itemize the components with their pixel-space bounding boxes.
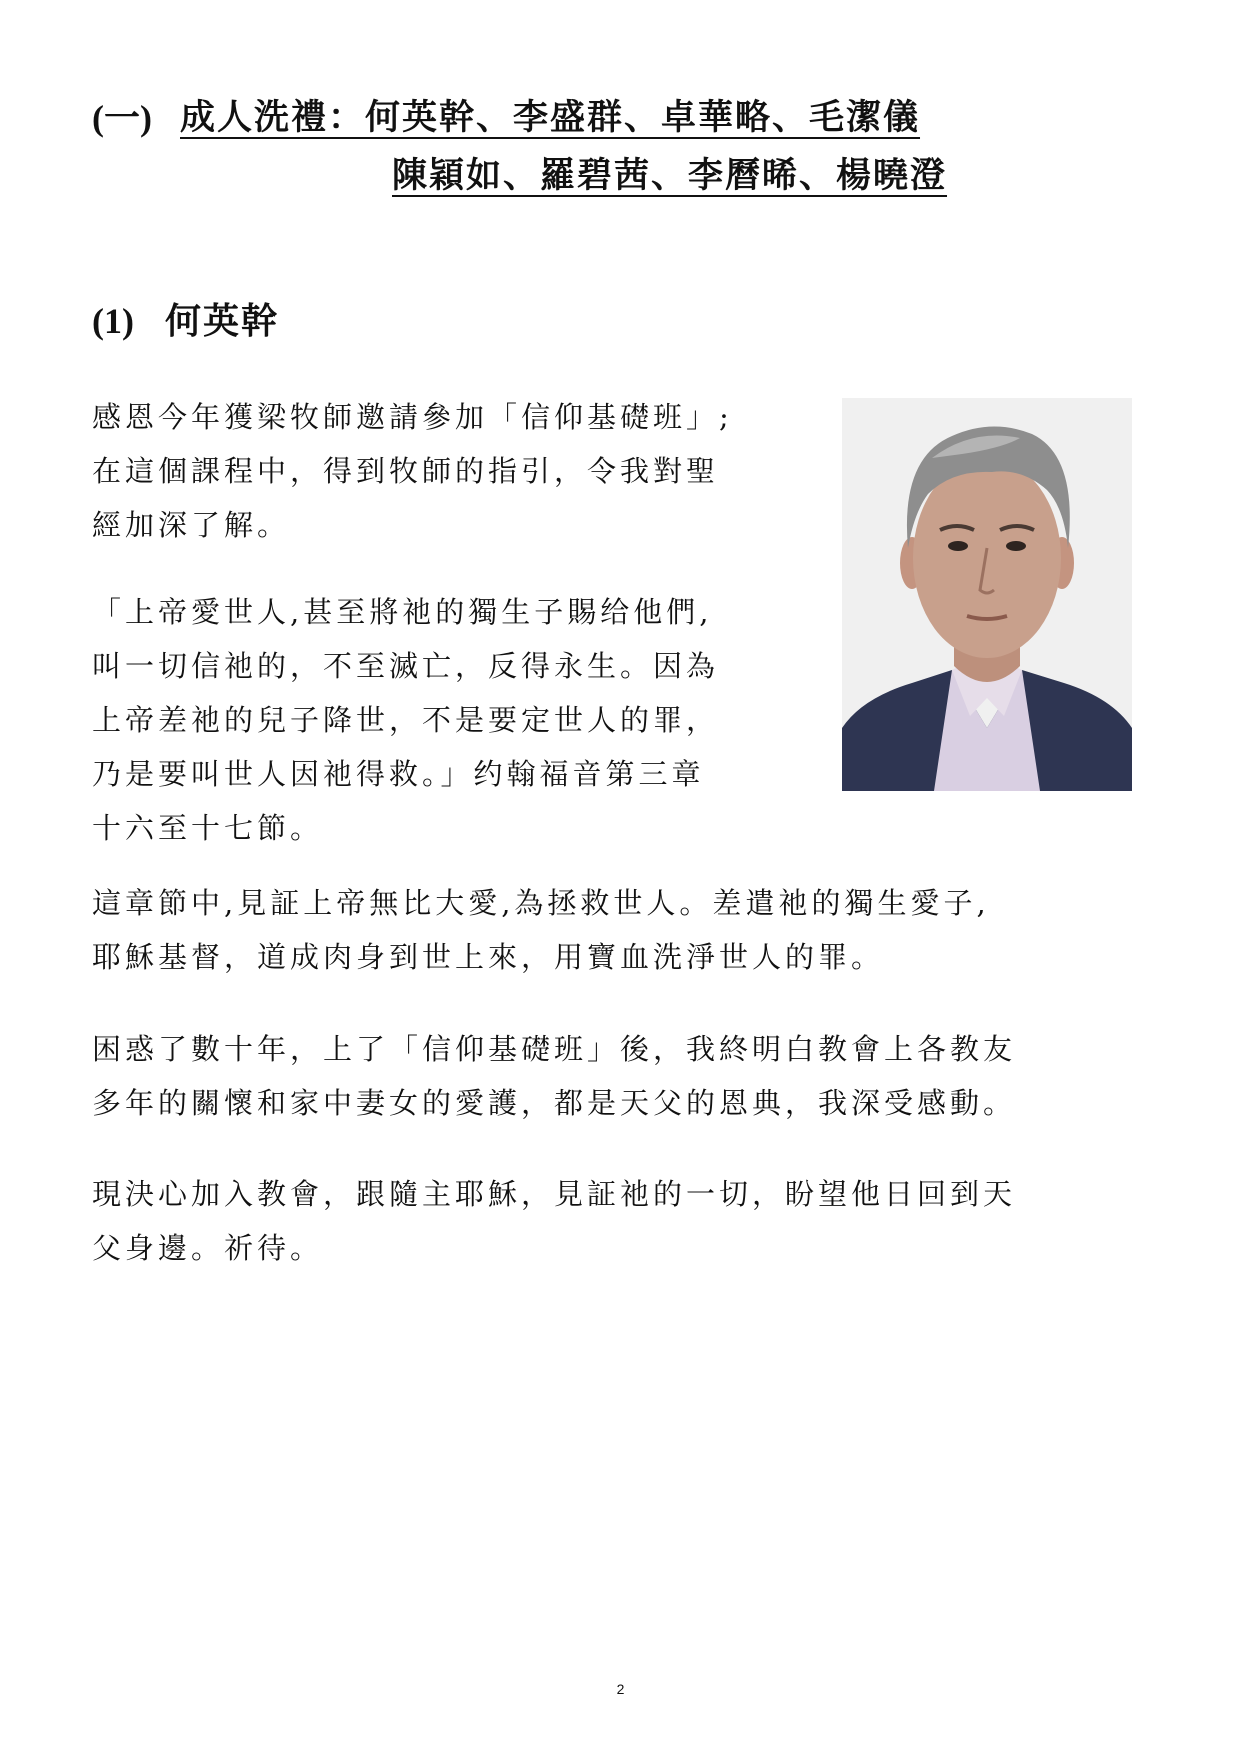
page-number: 2 xyxy=(616,1681,625,1697)
paragraph-5: 現決心加入教會，跟隨主耶穌，見証祂的一切，盼望他日回到天 父身邊。祈待。 xyxy=(92,1177,1017,1265)
subsection-number: (1) xyxy=(92,301,134,341)
section-prefix: (一) xyxy=(92,98,152,138)
paragraph-4: 困惑了數十年，上了「信仰基礎班」後，我終明白教會上各教友 多年的關懷和家中妻女的愛護，都是天父的恩典，我深受感動。 xyxy=(92,1032,1017,1120)
paragraph-3: 這章節中,見証上帝無比大愛,為拯救世人。差遣祂的獨生愛子, 耶穌基督，道成肉身到世上來，用寶血洗淨世人的罪。 xyxy=(92,886,990,974)
section-title-line-1: 成人洗禮：何英幹、李盛群、卓華略、毛潔儀 xyxy=(180,97,921,138)
subsection-name: 何英幹 xyxy=(165,300,280,342)
paragraph-2: 「上帝愛世人,甚至將祂的獨生子賜给他們, 叫一切信祂的，不至滅亡，反得永生。因為 上帝差祂的兒子降世，不是要定世人的罪， 乃是要叫世人因祂得救。」约翰福音第三章 十六至十七節。 xyxy=(92,595,720,845)
portrait-illustration xyxy=(842,398,1132,791)
paragraph-1: 感恩今年獲梁牧師邀請參加「信仰基礎班」; 在這個課程中，得到牧師的指引，令我對聖 經加深了解。 xyxy=(92,400,733,542)
section-title-line-2: 陳穎如、羅碧茜、李曆晞、楊曉澄 xyxy=(392,155,948,196)
portrait-photo xyxy=(842,398,1132,791)
